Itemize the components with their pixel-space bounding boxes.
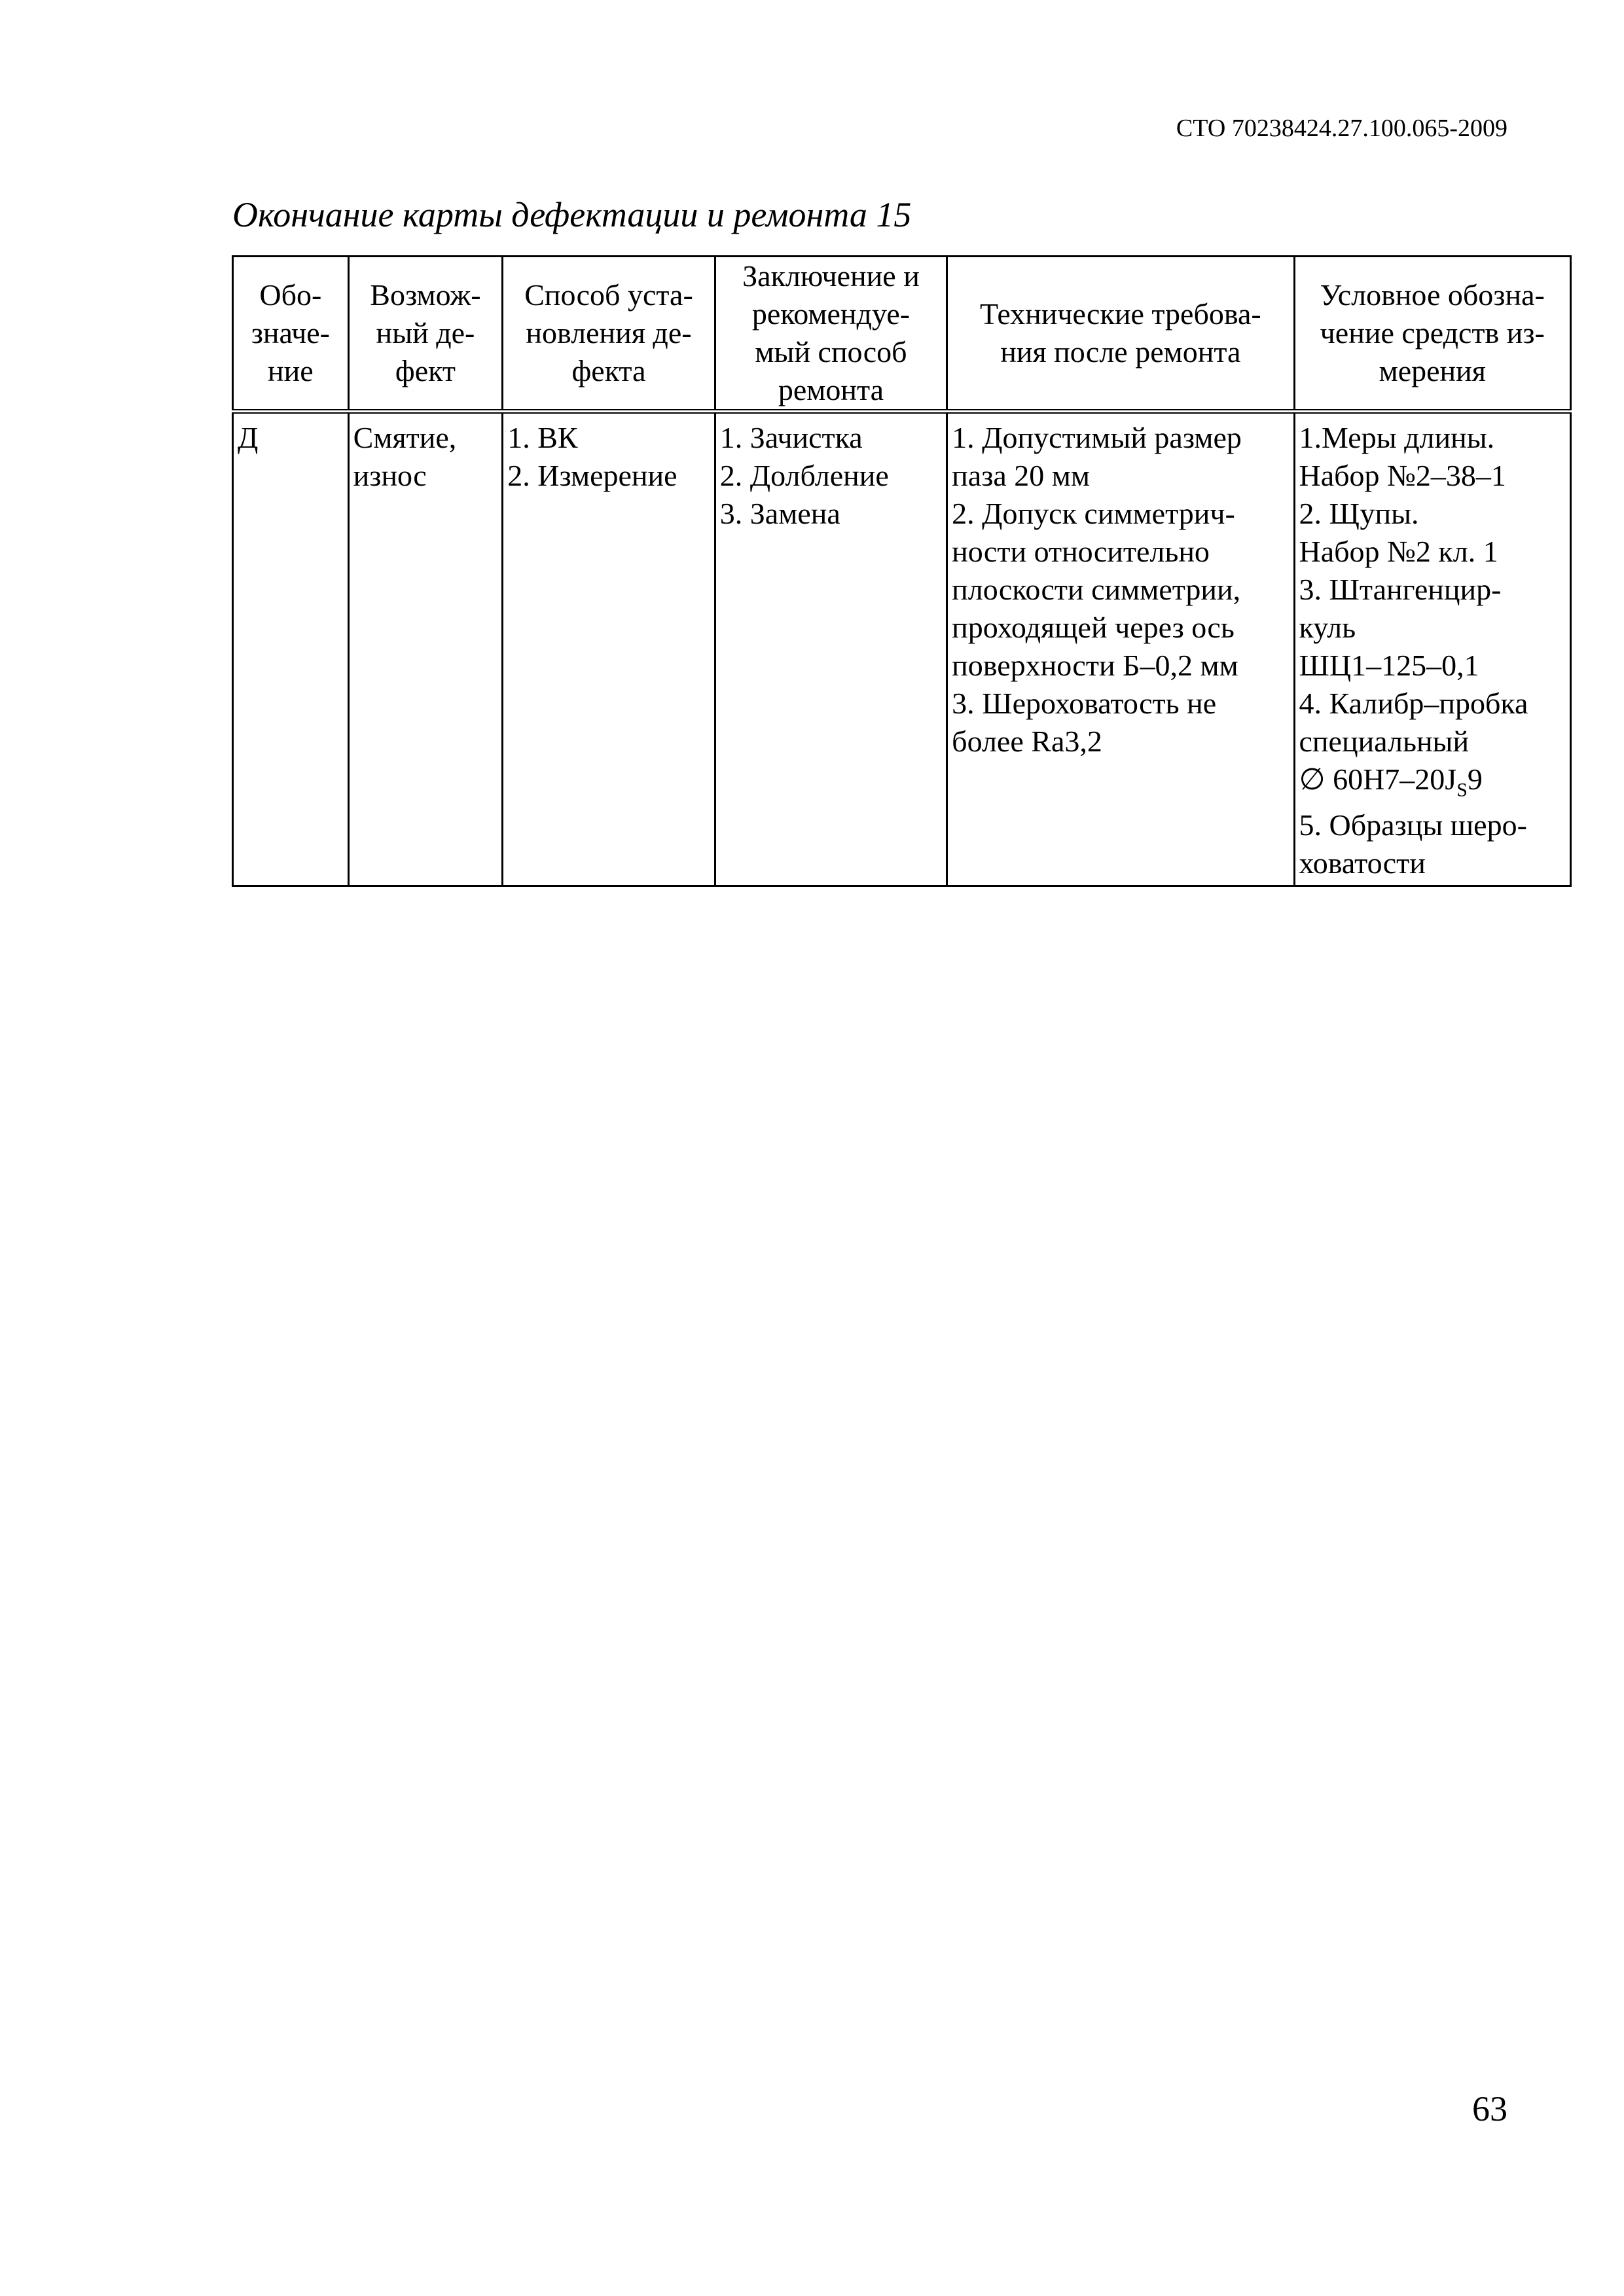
header-detection-method: Способ уста- новления де- фекта — [503, 257, 715, 412]
document-code: СТО 70238424.27.100.065-2009 — [1176, 115, 1507, 142]
table-header-row — [233, 257, 1571, 412]
table-caption: Окончание карты дефектации и ремонта 15 — [232, 195, 912, 234]
gauge-designation: ∅ $60H7-20J_S9$ — [1299, 762, 1483, 801]
cell-technical-requirements: 1. Допустимый размер паза 20 мм 2. Допуск симметрич- ности относительно плоскости симметрии, проходящей через ось поверхности Б–0,2 мм 3. Шероховатость не более Ra3,2 — [947, 412, 1294, 886]
header-possible-defect: Возмож- ный де- фект — [348, 257, 503, 412]
table-row — [233, 412, 1571, 886]
cell-designation: Д — [233, 412, 349, 886]
header-measuring-instruments: Условное обозна- чение средств из- мерения — [1294, 257, 1571, 412]
cell-measuring-instruments: 1.Меры длины. Набор №2–38–1 2. Щупы. Набор №2 кл. 1 3. Штангенцир- куль ШЦ1–125–0,1 4. Калибр–пробка специальный ∅ $60H7-20J_S9$ 5. Образцы шеро- ховатости — [1294, 412, 1571, 886]
defect-repair-table — [232, 255, 1572, 887]
header-conclusion: Заключение и рекомендуе- мый способ ремонта — [715, 257, 947, 412]
cell-conclusion: 1. Зачистка 2. Долбление 3. Замена — [715, 412, 947, 886]
header-designation: Обо- значе- ние — [233, 257, 349, 412]
cell-possible-defect: Смятие, износ — [348, 412, 503, 886]
page-number: 63 — [1472, 2089, 1507, 2128]
header-technical-requirements: Технические требова- ния после ремонта — [947, 257, 1294, 412]
cell-detection-method: 1. ВК 2. Измерение — [503, 412, 715, 886]
